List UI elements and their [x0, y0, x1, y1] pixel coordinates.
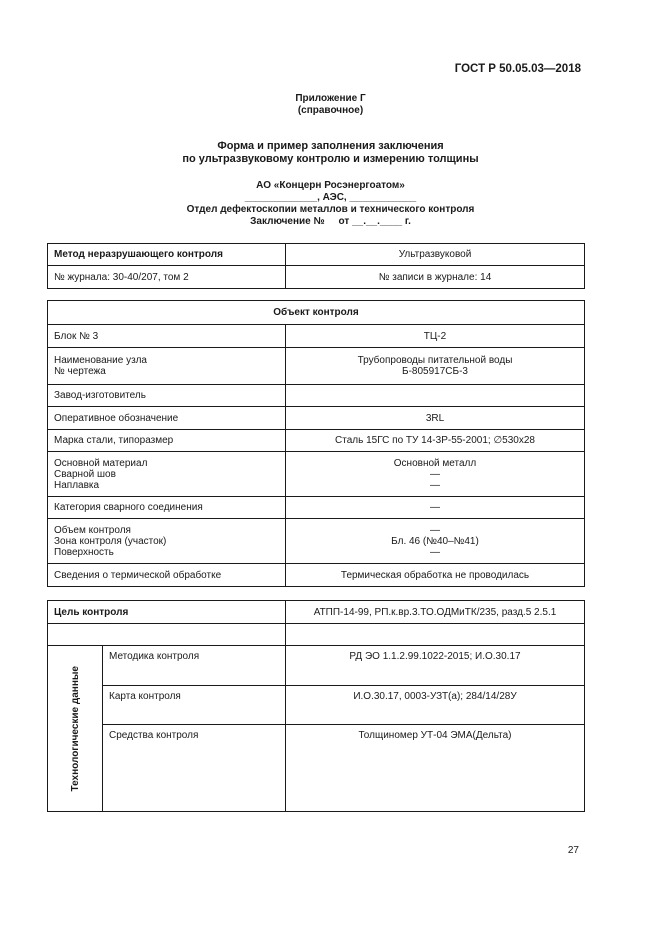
object-row — [48, 564, 585, 587]
object-row — [48, 497, 585, 519]
tech-data-cell — [48, 646, 103, 812]
object-row — [48, 348, 585, 385]
tech-row-label: Методика контроля — [103, 646, 286, 686]
object-row-value — [286, 519, 585, 564]
department-name: Отдел дефектоскопии металлов и технического контроля — [186, 204, 475, 215]
object-value-line — [292, 390, 578, 401]
object-row-value — [286, 497, 585, 519]
method-value: Ультразвуковой — [286, 244, 585, 266]
object-row — [48, 452, 585, 497]
npp-line: _____________, АЭС, ____________ — [244, 192, 417, 203]
object-label-line: Поверхность — [54, 546, 114, 558]
goal-label: Цель контроля — [48, 601, 286, 624]
object-label-line: Объем контроля — [54, 524, 131, 536]
method-label: Метод неразрушающего контроля — [48, 244, 286, 266]
tech-row-label: Средства контроля — [103, 725, 286, 812]
object-value-line: Трубопроводы питательной воды — [357, 355, 513, 366]
object-row — [48, 430, 585, 452]
appendix-label: Приложение Г — [295, 93, 366, 104]
standard-number: ГОСТ Р 50.05.03—2018 — [454, 63, 581, 75]
object-value-line: Сталь 15ГС по ТУ 14-3Р-55-2001; ∅530х28 — [335, 435, 535, 446]
object-row — [48, 519, 585, 564]
object-row-label — [48, 385, 286, 407]
object-label-line: Сварной шов — [54, 468, 116, 480]
object-header: Объект контроля — [48, 301, 585, 325]
object-label-line: Наименование узла — [54, 355, 147, 366]
tech-data-label: Технологические данные — [69, 665, 81, 792]
object-row-label — [48, 452, 286, 497]
object-label-line: № чертежа — [54, 366, 106, 377]
appendix-type: (справочное) — [297, 105, 364, 116]
method-table — [47, 243, 585, 289]
object-row-value — [286, 407, 585, 430]
title-line-1: Форма и пример заполнения заключения — [217, 140, 444, 152]
object-table — [47, 300, 585, 587]
object-value-line: — — [430, 502, 440, 513]
appendix-title — [0, 93, 661, 117]
goal-value: АТПП-14-99, РП.к.вр.3.ТО.ОДМиТК/235, разд.5 2.5.1 — [286, 601, 585, 624]
organization-name: АО «Концерн Росэнергоатом» — [256, 180, 405, 191]
object-value-line: Термическая обработка не проводилась — [340, 569, 530, 581]
tech-row-value: И.О.30.17, 0003-УЗТ(а); 284/14/28У — [286, 686, 585, 725]
conclusion-line: Заключение № от __.__.____ г. — [250, 216, 411, 227]
object-row-label — [48, 325, 286, 348]
object-label-line: Категория сварного соединения — [54, 502, 203, 513]
object-value-line: — — [430, 479, 440, 491]
object-value-line: — — [430, 468, 440, 480]
object-value-line: Б-805917СБ-3 — [402, 366, 468, 377]
object-row-label — [48, 430, 286, 452]
object-value-line: Основной металл — [393, 457, 477, 469]
object-row-value — [286, 348, 585, 385]
object-row-value — [286, 385, 585, 407]
object-label-line: Блок № 3 — [54, 330, 99, 342]
object-label-line: Основной материал — [54, 457, 148, 469]
object-row-label — [48, 407, 286, 430]
empty-cell-left — [48, 624, 286, 646]
object-value-line: — — [430, 524, 440, 536]
object-value-line: ТЦ-2 — [423, 330, 447, 342]
object-value-line: — — [430, 546, 440, 558]
object-label-line: Оперативное обозначение — [54, 412, 179, 424]
object-row-label — [48, 348, 286, 385]
organization-block — [0, 180, 661, 228]
goal-table — [47, 600, 585, 812]
object-label-line: Завод-изготовитель — [54, 390, 146, 401]
document-title — [0, 140, 661, 166]
object-row — [48, 407, 585, 430]
object-row-value — [286, 430, 585, 452]
object-row-value — [286, 325, 585, 348]
object-label-line: Наплавка — [54, 479, 100, 491]
tech-row-label: Карта контроля — [103, 686, 286, 725]
journal-number: № журнала: 30-40/207, том 2 — [48, 266, 286, 289]
tech-row-value: РД ЭО 1.1.2.99.1022-2015; И.О.30.17 — [286, 646, 585, 686]
object-value-line: 3RL — [425, 412, 445, 424]
record-number: № записи в журнале: 14 — [286, 266, 585, 289]
object-row — [48, 385, 585, 407]
object-label-line: Сведения о термической обработке — [54, 569, 222, 581]
tech-row-value: Толщиномер УТ-04 ЭМА(Дельта) — [286, 725, 585, 812]
object-row-value — [286, 452, 585, 497]
title-line-2: по ультразвуковому контролю и измерению толщины — [182, 153, 479, 165]
object-row-label — [48, 564, 286, 587]
object-value-line: Бл. 46 (№40–№41) — [391, 535, 479, 547]
object-label-line: Зона контроля (участок) — [54, 535, 167, 547]
page-number: 27 — [567, 845, 579, 856]
object-row-label — [48, 497, 286, 519]
object-row-value — [286, 564, 585, 587]
object-label-line: Марка стали, типоразмер — [54, 435, 174, 446]
object-row-label — [48, 519, 286, 564]
empty-cell-right — [286, 624, 585, 646]
object-row — [48, 325, 585, 348]
